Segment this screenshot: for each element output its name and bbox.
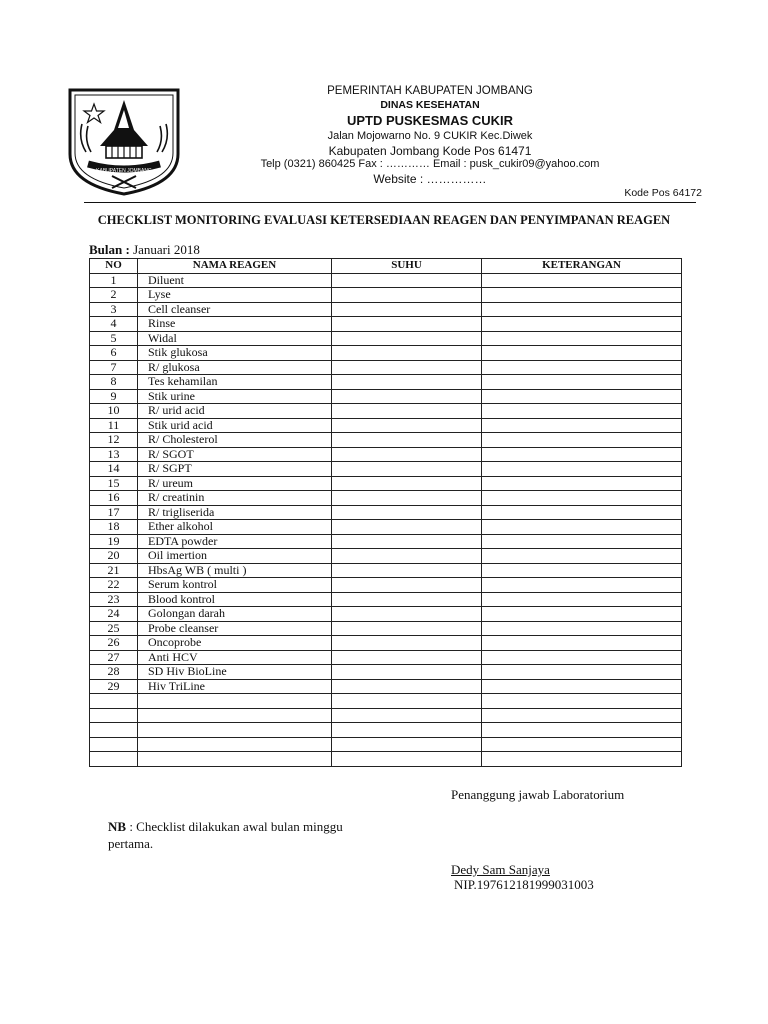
- cell-reagent-name: [138, 723, 332, 738]
- cell-temperature: [332, 476, 482, 491]
- cell-no: [90, 708, 138, 723]
- cell-no: 12: [90, 433, 138, 448]
- cell-reagent-name: Hiv TriLine: [138, 679, 332, 694]
- cell-notes: [482, 636, 682, 651]
- cell-temperature: [332, 505, 482, 520]
- cell-temperature: [332, 273, 482, 288]
- cell-notes: [482, 317, 682, 332]
- cell-temperature: [332, 302, 482, 317]
- cell-temperature: [332, 563, 482, 578]
- cell-no: 6: [90, 346, 138, 361]
- cell-reagent-name: HbsAg WB ( multi ): [138, 563, 332, 578]
- cell-temperature: [332, 360, 482, 375]
- cell-temperature: [332, 418, 482, 433]
- cell-reagent-name: [138, 752, 332, 767]
- document-title: CHECKLIST MONITORING EVALUASI KETERSEDIAAN REAGEN DAN PENYIMPANAN REAGEN: [97, 213, 671, 227]
- cell-reagent-name: Serum kontrol: [138, 578, 332, 593]
- cell-no: 10: [90, 404, 138, 419]
- cell-notes: [482, 360, 682, 375]
- table-row: [90, 679, 682, 694]
- month-value: Januari 2018: [133, 242, 200, 257]
- column-header-notes: KETERANGAN: [482, 259, 682, 274]
- cell-no: 23: [90, 592, 138, 607]
- cell-temperature: [332, 607, 482, 622]
- cell-temperature: [332, 331, 482, 346]
- month-line: [89, 242, 200, 258]
- cell-no: 5: [90, 331, 138, 346]
- cell-notes: [482, 752, 682, 767]
- header-website: Website : ……………: [373, 172, 487, 186]
- cell-notes: [482, 592, 682, 607]
- cell-temperature: [332, 665, 482, 680]
- table-row: [90, 302, 682, 317]
- table-row: [90, 447, 682, 462]
- cell-notes: [482, 447, 682, 462]
- cell-no: 2: [90, 288, 138, 303]
- table-row: [90, 636, 682, 651]
- cell-no: 9: [90, 389, 138, 404]
- cell-no: [90, 723, 138, 738]
- cell-temperature: [332, 694, 482, 709]
- cell-reagent-name: Oil imertion: [138, 549, 332, 564]
- cell-no: 18: [90, 520, 138, 535]
- cell-no: 1: [90, 273, 138, 288]
- cell-temperature: [332, 621, 482, 636]
- cell-reagent-name: [138, 737, 332, 752]
- table-row: [90, 534, 682, 549]
- table-row: [90, 476, 682, 491]
- signatory-nip: NIP.197612181999031003: [454, 877, 594, 892]
- cell-no: 21: [90, 563, 138, 578]
- cell-temperature: [332, 708, 482, 723]
- cell-notes: [482, 534, 682, 549]
- table-row: [90, 404, 682, 419]
- cell-reagent-name: Cell cleanser: [138, 302, 332, 317]
- table-row: [90, 317, 682, 332]
- cell-notes: [482, 433, 682, 448]
- cell-temperature: [332, 389, 482, 404]
- reagent-checklist-table: [89, 258, 682, 767]
- cell-temperature: [332, 491, 482, 506]
- cell-notes: [482, 549, 682, 564]
- cell-no: 3: [90, 302, 138, 317]
- cell-no: 8: [90, 375, 138, 390]
- header-department: DINAS KESEHATAN: [380, 99, 480, 111]
- cell-reagent-name: [138, 708, 332, 723]
- cell-notes: [482, 563, 682, 578]
- cell-notes: [482, 389, 682, 404]
- table-row: [90, 549, 682, 564]
- cell-no: 13: [90, 447, 138, 462]
- cell-notes: [482, 708, 682, 723]
- cell-reagent-name: Ether alkohol: [138, 520, 332, 535]
- cell-reagent-name: Stik glukosa: [138, 346, 332, 361]
- table-row: [90, 650, 682, 665]
- header-city: Kabupaten Jombang Kode Pos 61471: [328, 144, 532, 158]
- cell-reagent-name: Oncoprobe: [138, 636, 332, 651]
- signatory-name: Dedy Sam Sanjaya: [451, 862, 550, 877]
- table-row: [90, 563, 682, 578]
- table-row: [90, 418, 682, 433]
- column-header-temperature: SUHU: [332, 259, 482, 274]
- cell-notes: [482, 404, 682, 419]
- cell-reagent-name: Widal: [138, 331, 332, 346]
- cell-notes: [482, 679, 682, 694]
- header-unit: UPTD PUSKESMAS CUKIR: [346, 113, 514, 128]
- cell-reagent-name: [138, 694, 332, 709]
- cell-notes: [482, 723, 682, 738]
- cell-no: 26: [90, 636, 138, 651]
- cell-temperature: [332, 650, 482, 665]
- table-row: [90, 665, 682, 680]
- cell-no: 25: [90, 621, 138, 636]
- cell-no: [90, 737, 138, 752]
- cell-temperature: [332, 447, 482, 462]
- table-row: [90, 723, 682, 738]
- header-divider: [84, 202, 696, 203]
- cell-temperature: [332, 737, 482, 752]
- cell-temperature: [332, 752, 482, 767]
- cell-temperature: [332, 549, 482, 564]
- cell-notes: [482, 462, 682, 477]
- table-row: [90, 708, 682, 723]
- cell-no: 17: [90, 505, 138, 520]
- note: [108, 818, 348, 852]
- cell-notes: [482, 418, 682, 433]
- cell-no: 19: [90, 534, 138, 549]
- cell-no: 16: [90, 491, 138, 506]
- table-row: [90, 621, 682, 636]
- cell-notes: [482, 578, 682, 593]
- cell-notes: [482, 331, 682, 346]
- cell-reagent-name: R/ glukosa: [138, 360, 332, 375]
- cell-no: 11: [90, 418, 138, 433]
- note-text: : Checklist dilakukan awal bulan minggu pertama.: [108, 819, 343, 851]
- cell-reagent-name: Tes kehamilan: [138, 375, 332, 390]
- month-label: Bulan :: [89, 242, 130, 257]
- note-label: NB: [108, 819, 127, 834]
- cell-notes: [482, 273, 682, 288]
- cell-notes: [482, 505, 682, 520]
- table-row: [90, 694, 682, 709]
- svg-text:KABUPATEN JOMBANG: KABUPATEN JOMBANG: [96, 168, 152, 174]
- table-row: [90, 520, 682, 535]
- cell-temperature: [332, 404, 482, 419]
- table-row: [90, 288, 682, 303]
- table-row: [90, 375, 682, 390]
- cell-temperature: [332, 679, 482, 694]
- table-row: [90, 389, 682, 404]
- cell-temperature: [332, 578, 482, 593]
- cell-notes: [482, 694, 682, 709]
- cell-reagent-name: EDTA powder: [138, 534, 332, 549]
- cell-reagent-name: R/ Cholesterol: [138, 433, 332, 448]
- table-row: [90, 607, 682, 622]
- signatory-role: Penanggung jawab Laboratorium: [451, 787, 625, 802]
- cell-no: 20: [90, 549, 138, 564]
- cell-temperature: [332, 723, 482, 738]
- header-postcode: Kode Pos 64172: [624, 187, 702, 199]
- cell-notes: [482, 288, 682, 303]
- table-header-row: [90, 259, 682, 274]
- cell-reagent-name: R/ SGOT: [138, 447, 332, 462]
- cell-reagent-name: Probe cleanser: [138, 621, 332, 636]
- cell-notes: [482, 346, 682, 361]
- table-row: [90, 505, 682, 520]
- cell-no: [90, 752, 138, 767]
- header-government: PEMERINTAH KABUPATEN JOMBANG: [327, 85, 533, 97]
- cell-reagent-name: Anti HCV: [138, 650, 332, 665]
- cell-no: 29: [90, 679, 138, 694]
- cell-no: 22: [90, 578, 138, 593]
- table-row: [90, 737, 682, 752]
- table-row: [90, 346, 682, 361]
- table-row: [90, 360, 682, 375]
- cell-reagent-name: Diluent: [138, 273, 332, 288]
- cell-temperature: [332, 592, 482, 607]
- table-row: [90, 752, 682, 767]
- cell-no: 15: [90, 476, 138, 491]
- cell-reagent-name: Blood kontrol: [138, 592, 332, 607]
- cell-no: 27: [90, 650, 138, 665]
- table-row: [90, 273, 682, 288]
- cell-notes: [482, 607, 682, 622]
- cell-reagent-name: R/ creatinin: [138, 491, 332, 506]
- cell-notes: [482, 650, 682, 665]
- cell-notes: [482, 302, 682, 317]
- table-row: [90, 331, 682, 346]
- cell-reagent-name: R/ SGPT: [138, 462, 332, 477]
- cell-reagent-name: Lyse: [138, 288, 332, 303]
- cell-reagent-name: Stik urid acid: [138, 418, 332, 433]
- cell-reagent-name: Stik urine: [138, 389, 332, 404]
- regency-coat-of-arms-icon: [64, 84, 184, 196]
- cell-temperature: [332, 534, 482, 549]
- cell-reagent-name: R/ trigliserida: [138, 505, 332, 520]
- column-header-reagent-name: NAMA REAGEN: [138, 259, 332, 274]
- cell-temperature: [332, 317, 482, 332]
- cell-temperature: [332, 288, 482, 303]
- cell-temperature: [332, 462, 482, 477]
- cell-temperature: [332, 433, 482, 448]
- header-contact: Telp (0321) 860425 Fax : ………… Email : pusk_cukir09@yahoo.com: [260, 158, 600, 170]
- table-row: [90, 592, 682, 607]
- cell-temperature: [332, 375, 482, 390]
- column-header-no: NO: [90, 259, 138, 274]
- table-row: [90, 462, 682, 477]
- cell-no: 7: [90, 360, 138, 375]
- cell-reagent-name: Golongan darah: [138, 607, 332, 622]
- cell-no: 4: [90, 317, 138, 332]
- cell-no: 28: [90, 665, 138, 680]
- cell-temperature: [332, 520, 482, 535]
- cell-reagent-name: R/ ureum: [138, 476, 332, 491]
- cell-temperature: [332, 346, 482, 361]
- cell-temperature: [332, 636, 482, 651]
- cell-notes: [482, 476, 682, 491]
- cell-reagent-name: SD Hiv BioLine: [138, 665, 332, 680]
- cell-no: 24: [90, 607, 138, 622]
- cell-notes: [482, 491, 682, 506]
- cell-no: [90, 694, 138, 709]
- cell-notes: [482, 621, 682, 636]
- cell-reagent-name: Rinse: [138, 317, 332, 332]
- cell-notes: [482, 665, 682, 680]
- cell-no: 14: [90, 462, 138, 477]
- cell-notes: [482, 375, 682, 390]
- header-address: Jalan Mojowarno No. 9 CUKIR Kec.Diwek: [327, 130, 533, 142]
- table-row: [90, 578, 682, 593]
- table-row: [90, 433, 682, 448]
- table-row: [90, 491, 682, 506]
- cell-notes: [482, 737, 682, 752]
- cell-reagent-name: R/ urid acid: [138, 404, 332, 419]
- cell-notes: [482, 520, 682, 535]
